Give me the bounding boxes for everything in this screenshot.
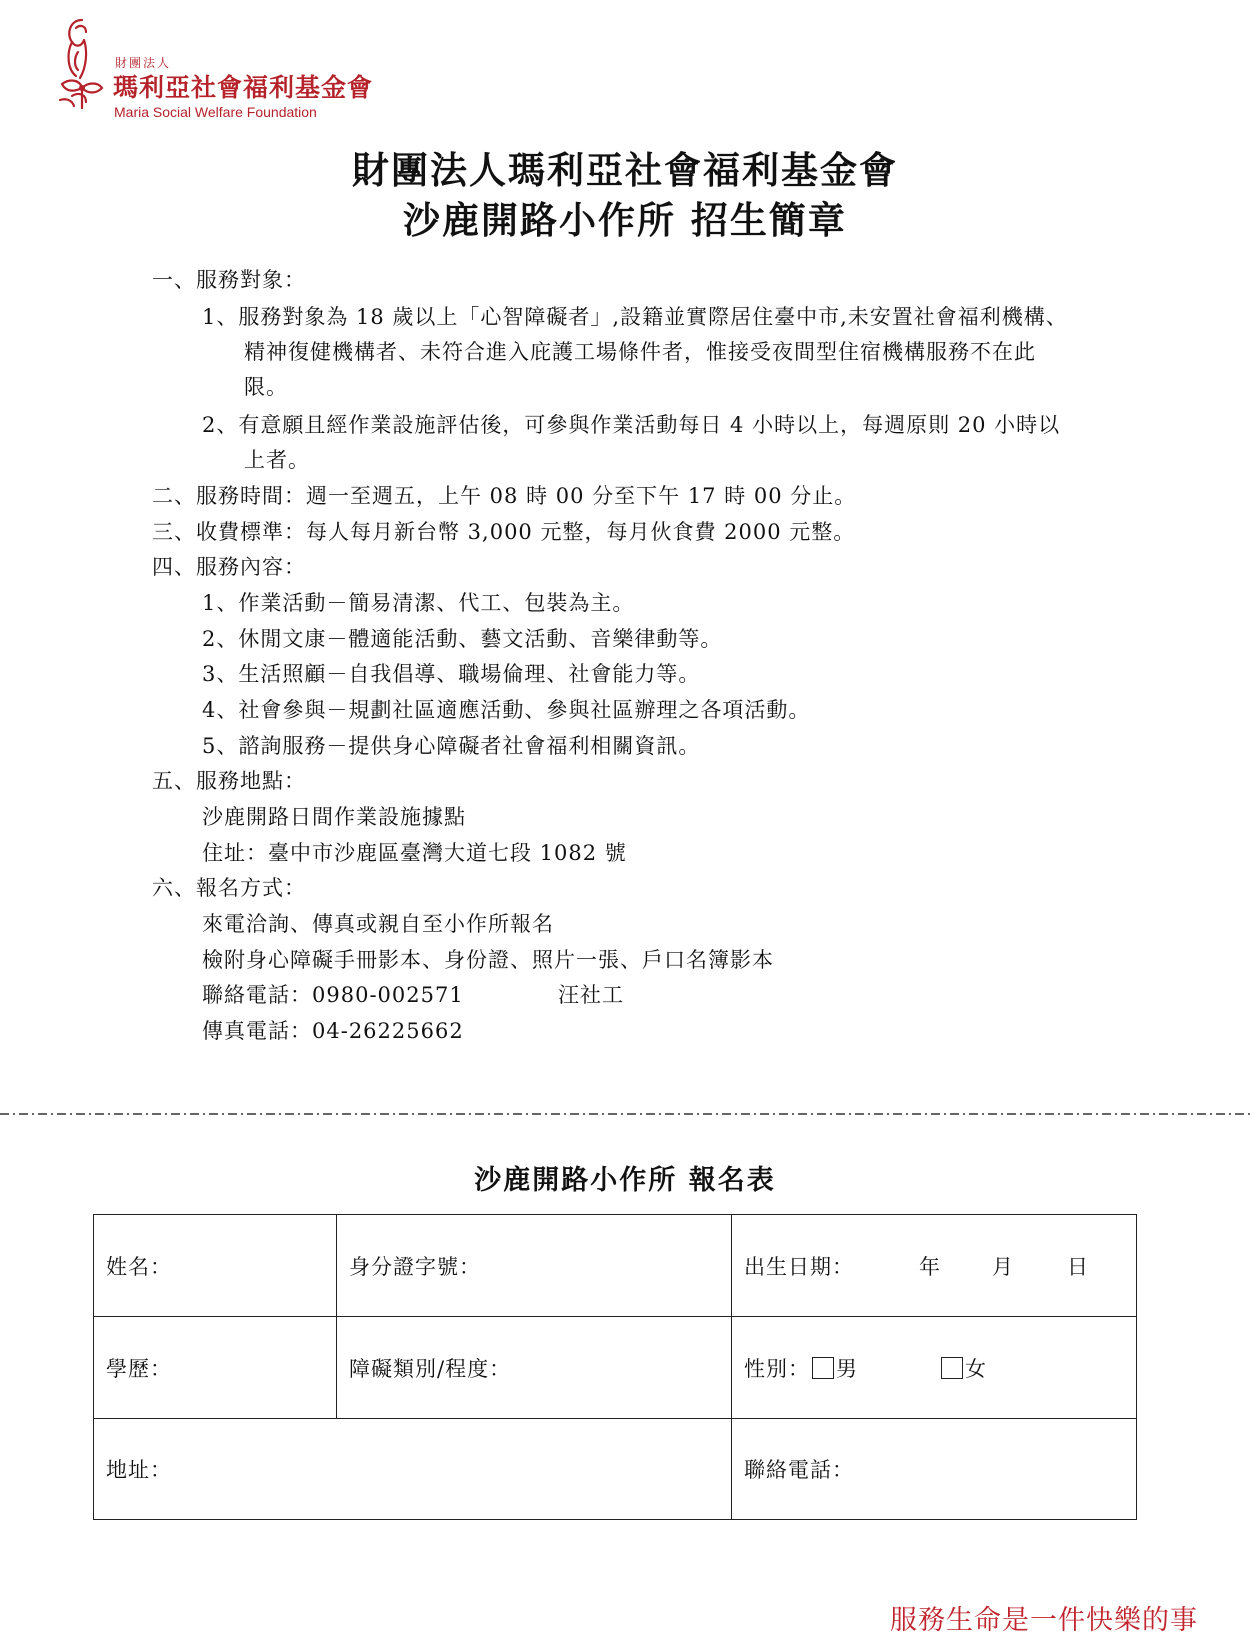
service-content-item: 2、休閒文康－體適能活動、藝文活動、音樂律動等。 [202, 627, 723, 651]
logo-chinese-name: 瑪利亞社會福利基金會 [113, 73, 374, 102]
contact-person: 汪社工 [558, 983, 624, 1007]
section-heading: 五、服務地點： [152, 769, 306, 793]
birth-date-field[interactable]: 出生日期： [744, 1255, 854, 1279]
contact-phone: 聯絡電話：0980-002571 [202, 983, 464, 1007]
required-documents: 檢附身心障礙手冊影本、身份證、照片一張、戶口名簿影本 [202, 948, 774, 972]
document-subtitle: 沙鹿開路小作所 招生簡章 [403, 198, 847, 242]
service-content-item: 1、作業活動－簡易清潔、代工、包裝為主。 [202, 591, 635, 615]
female-checkbox[interactable] [941, 1357, 963, 1379]
birth-year-label: 年 [919, 1255, 941, 1279]
birth-day-label: 日 [1067, 1255, 1089, 1279]
slogan: 服務生命是一件快樂的事 [890, 1605, 1198, 1636]
service-target-item-cont: 上者。 [244, 448, 310, 472]
service-content-item: 5、諮詢服務－提供身心障礙者社會福利相關資訊。 [202, 734, 701, 758]
gender-label: 性別： [744, 1357, 810, 1381]
birth-month-label: 月 [992, 1255, 1014, 1279]
madonna-rose-icon [52, 12, 110, 112]
table-row-divider [94, 1316, 1136, 1317]
fee-standard: 三、收費標準：每人每月新台幣 3,000 元整，每月伙食費 2000 元整。 [152, 520, 856, 544]
male-checkbox[interactable] [812, 1357, 834, 1379]
service-place: 沙鹿開路日間作業設施據點 [202, 805, 466, 829]
section-heading: 一、服務對象： [152, 268, 306, 292]
registration-method: 來電洽詢、傳真或親自至小作所報名 [202, 912, 554, 936]
name-field[interactable]: 姓名： [106, 1255, 172, 1279]
female-label: 女 [965, 1357, 987, 1381]
foundation-logo [52, 12, 412, 120]
address-field[interactable]: 地址： [106, 1458, 172, 1482]
phone-field[interactable]: 聯絡電話： [744, 1458, 854, 1482]
cut-line-divider [0, 1113, 1250, 1115]
service-content-item: 4、社會參與－規劃社區適應活動、參與社區辦理之各項活動。 [202, 698, 811, 722]
service-target-item: 2、有意願且經作業設施評估後，可參與作業活動每日 4 小時以上，每週原則 20 小時以 [202, 413, 1061, 437]
service-content-item: 3、生活照顧－自我倡導、職場倫理、社會能力等。 [202, 662, 701, 686]
education-field[interactable]: 學歷： [106, 1357, 172, 1381]
gender-female-option[interactable] [939, 1353, 987, 1383]
gender-male-option[interactable] [810, 1353, 858, 1383]
table-col-divider [336, 1215, 337, 1418]
male-label: 男 [836, 1357, 858, 1381]
service-hours: 二、服務時間：週一至週五，上午 08 時 00 分至下午 17 時 00 分止。 [152, 484, 857, 508]
section-heading: 四、服務內容： [152, 555, 306, 579]
service-target-item-cont: 限。 [244, 375, 288, 399]
registration-form-table [93, 1214, 1137, 1520]
document-title: 財團法人瑪利亞社會福利基金會 [352, 148, 898, 192]
disability-field[interactable]: 障礙類別/程度： [349, 1357, 512, 1381]
logo-small-text: 財團法人 [115, 56, 172, 70]
id-number-field[interactable]: 身分證字號： [349, 1255, 481, 1279]
service-target-item: 1、服務對象為 18 歲以上「心智障礙者」,設籍並實際居住臺中市,未安置社會福利機構、 [202, 305, 1068, 329]
service-target-item-cont: 精神復健機構者、未符合進入庇護工場條件者，惟接受夜間型住宿機構服務不在此 [244, 340, 1036, 364]
table-row-divider [94, 1418, 1136, 1419]
section-heading: 六、報名方式： [152, 876, 306, 900]
form-title: 沙鹿開路小作所 報名表 [474, 1165, 776, 1196]
logo-english-name: Maria Social Welfare Foundation [114, 104, 317, 120]
service-address: 住址：臺中市沙鹿區臺灣大道七段 1082 號 [202, 841, 627, 865]
table-col-divider [731, 1215, 732, 1520]
fax-number: 傳真電話：04-26225662 [202, 1019, 464, 1043]
